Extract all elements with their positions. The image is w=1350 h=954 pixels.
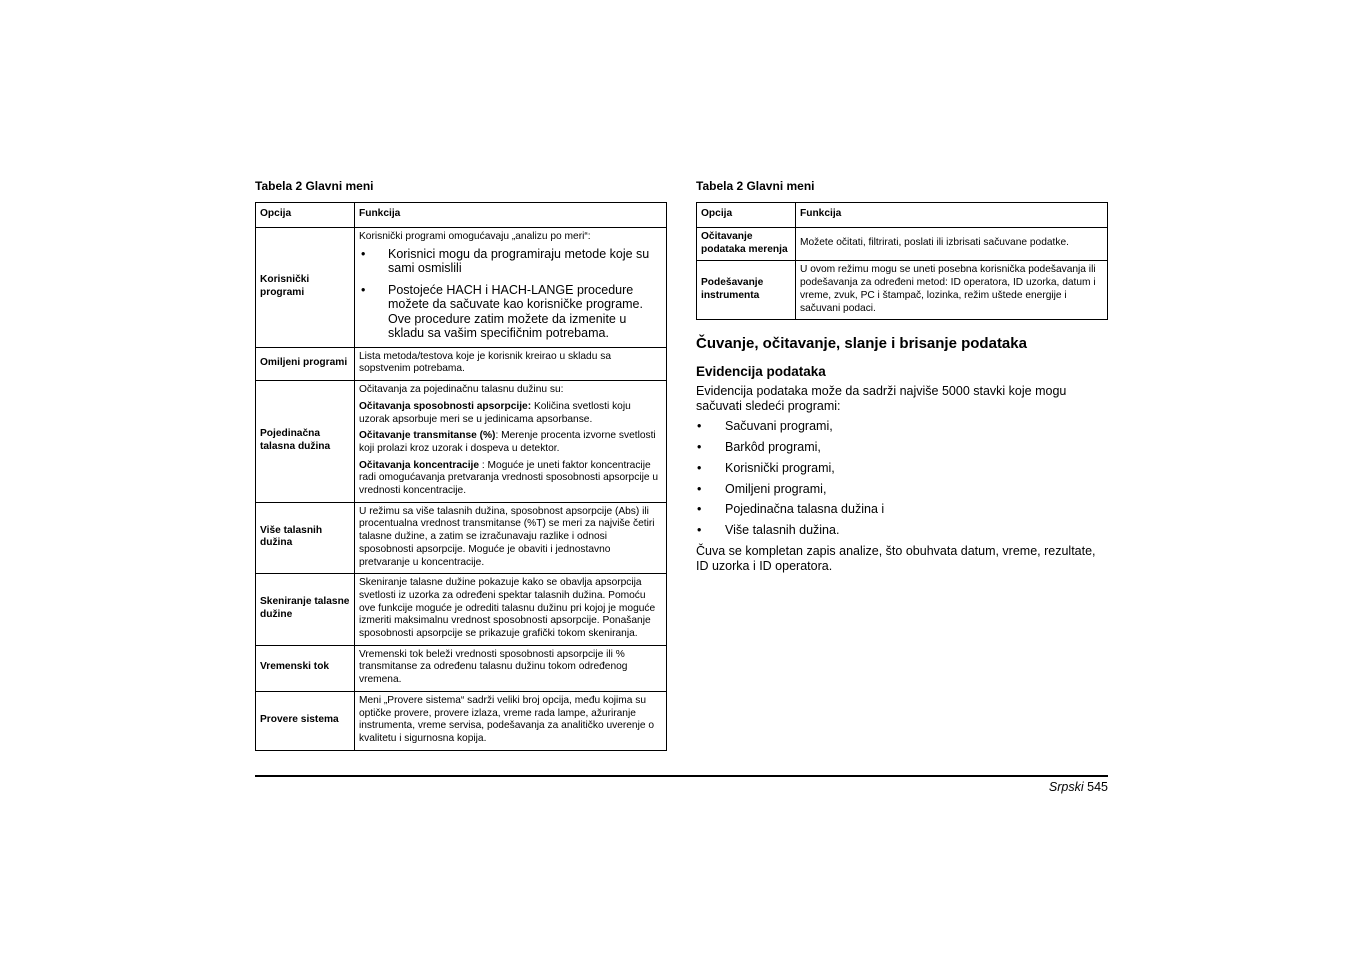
main-menu-table (255, 202, 667, 751)
list-item: • Postojeće HACH i HACH-LANGE procedure možete da sačuvate kao korisničke programe. Ove procedure zatim možete da izmenite u skladu sa vašim specifičnim potrebama. (359, 283, 662, 341)
function-cell: U režimu sa više talasnih dužina, sposobnost apsorpcije (Abs) ili procentualna vrednost transmitanse (%T) se meri za najviše četiri talasne dužine, a zatim se izračunavaju razlike i odnosi sposobnosti apsorpcije. Moguće je obaviti i jednostavno pretvaranje u koncentracije. (355, 502, 667, 574)
function-cell (355, 381, 667, 503)
body-paragraph: Čuva se kompletan zapis analize, što obuhvata datum, vreme, rezultate, ID uzorka i ID operatora. (696, 544, 1096, 573)
definition-item (359, 401, 662, 426)
definition-term: Očitavanja koncentracije (359, 459, 480, 471)
list-item: • Korisnici mogu da programiraju metode koje su sami osmislili (359, 247, 662, 276)
table-row (256, 502, 667, 574)
option-cell: Skeniranje talasne dužine (256, 574, 355, 646)
page-number: 545 (1087, 780, 1108, 794)
right-column (696, 178, 1108, 573)
left-column (255, 178, 667, 751)
table-header-row (256, 203, 667, 228)
subsection-title: Evidencija podataka (696, 364, 826, 380)
cell-intro: Korisnički programi omogućavaju „analizu po meri“: (359, 231, 591, 242)
table-row (697, 261, 1108, 320)
function-cell: Meni „Provere sistema“ sadrži veliki broj opcija, među kojima su optičke provere, provere izlaza, vreme rada lampe, ažuriranje instrumenta, vreme servisa, podešavanja za analitičko uverenje o kvalitetu i sigurnosna kopija. (355, 691, 667, 750)
definition-term: Očitavanje transmitanse (%) (359, 430, 496, 442)
definition-term: Očitavanja sposobnosti apsorpcije: (359, 400, 532, 412)
list-item: • Omiljeni programi, (696, 482, 1108, 497)
option-cell: Vremenski tok (256, 645, 355, 691)
function-cell: Vremenski tok beleži vrednosti sposobnosti apsorpcije ili % transmitanse za određenu talasnu dužinu tokom određenog vremena. (355, 645, 667, 691)
footer-divider (255, 775, 1108, 777)
list-item: • Sačuvani programi, (696, 419, 1108, 434)
list-item: • Više talasnih dužina. (696, 523, 1108, 538)
function-cell: Lista metoda/testova koje je korisnik kreirao u skladu sa sopstvenim potrebama. (355, 347, 667, 380)
table-row (256, 645, 667, 691)
definition-item (359, 430, 662, 455)
table-row (256, 691, 667, 750)
function-cell: Skeniranje talasne dužine pokazuje kako se obavlja apsorpcija svetlosti iz uzorka za određeni spektar talasnih dužina. Pomoću ove funkcije moguće je odrediti talasnu dužinu pri kojoj je moguće izmeriti maksimalnu vrednost sposobnosti apsorpcije. Ponašanje sposobnosti apsorpcije se prikazuje grafički tokom skeniranja. (355, 574, 667, 646)
program-list (696, 419, 1108, 537)
table-header-row (697, 203, 1108, 228)
main-menu-table-continued (696, 202, 1108, 320)
list-item: • Pojedinačna talasna dužina i (696, 502, 1108, 517)
table-row (256, 381, 667, 503)
table-row (256, 347, 667, 380)
footer-language: Srpski (1048, 780, 1084, 794)
list-item: • Korisnički programi, (696, 461, 1108, 476)
page-footer (1049, 780, 1108, 795)
header-option: Opcija (256, 203, 355, 228)
option-cell: Očitavanje podataka merenja (697, 228, 796, 261)
option-cell: Više talasnih dužina (256, 502, 355, 574)
definition-desc: : Merenje procenta izvorne svetlosti koji prolazi kroz uzorak i dospeva u detektor. (359, 430, 656, 454)
header-function: Funkcija (796, 203, 1108, 228)
option-cell: Podešavanje instrumenta (697, 261, 796, 320)
option-cell: Provere sistema (256, 691, 355, 750)
header-option: Opcija (697, 203, 796, 228)
table-caption: Tabela 2 Glavni meni (696, 179, 815, 193)
function-cell: Možete očitati, filtrirati, poslati ili izbrisati sačuvane podatke. (796, 228, 1108, 261)
option-cell: Korisnički programi (256, 228, 355, 348)
definition-desc: : Moguće je uneti faktor koncentracije radi omogućavanja pretvaranja vrednosti sposobnosti apsorpcije u vrednosti koncentracije. (359, 459, 659, 497)
definition-item (359, 460, 662, 498)
table-row (256, 228, 667, 348)
table-row (697, 228, 1108, 261)
table-caption: Tabela 2 Glavni meni (255, 179, 374, 193)
cell-intro: Očitavanja za pojedinačnu talasnu dužinu su: (359, 384, 564, 396)
bullet-list (359, 247, 662, 341)
option-cell: Pojedinačna talasna dužina (256, 381, 355, 503)
header-function: Funkcija (355, 203, 667, 228)
option-cell: Omiljeni programi (256, 347, 355, 380)
section-title: Čuvanje, očitavanje, slanje i brisanje podataka (696, 335, 1027, 353)
list-item: • Barkôd programi, (696, 440, 1108, 455)
body-paragraph: Evidencija podataka može da sadrži najviše 5000 stavki koje mogu sačuvati sledeći programi: (696, 384, 1067, 413)
function-cell: U ovom režimu mogu se uneti posebna korisnička podešavanja ili podešavanja za određeni metod: ID operatora, ID uzorka, datum i vreme, zvuk, PC i štampač, lozinka, režim uštede energije i sačuvani podaci. (796, 261, 1108, 320)
definition-desc: Količina svetlosti koju uzorak apsorbuje meri se u jedinicama apsorbanse. (359, 400, 631, 425)
function-cell (355, 228, 667, 348)
table-row (256, 574, 667, 646)
